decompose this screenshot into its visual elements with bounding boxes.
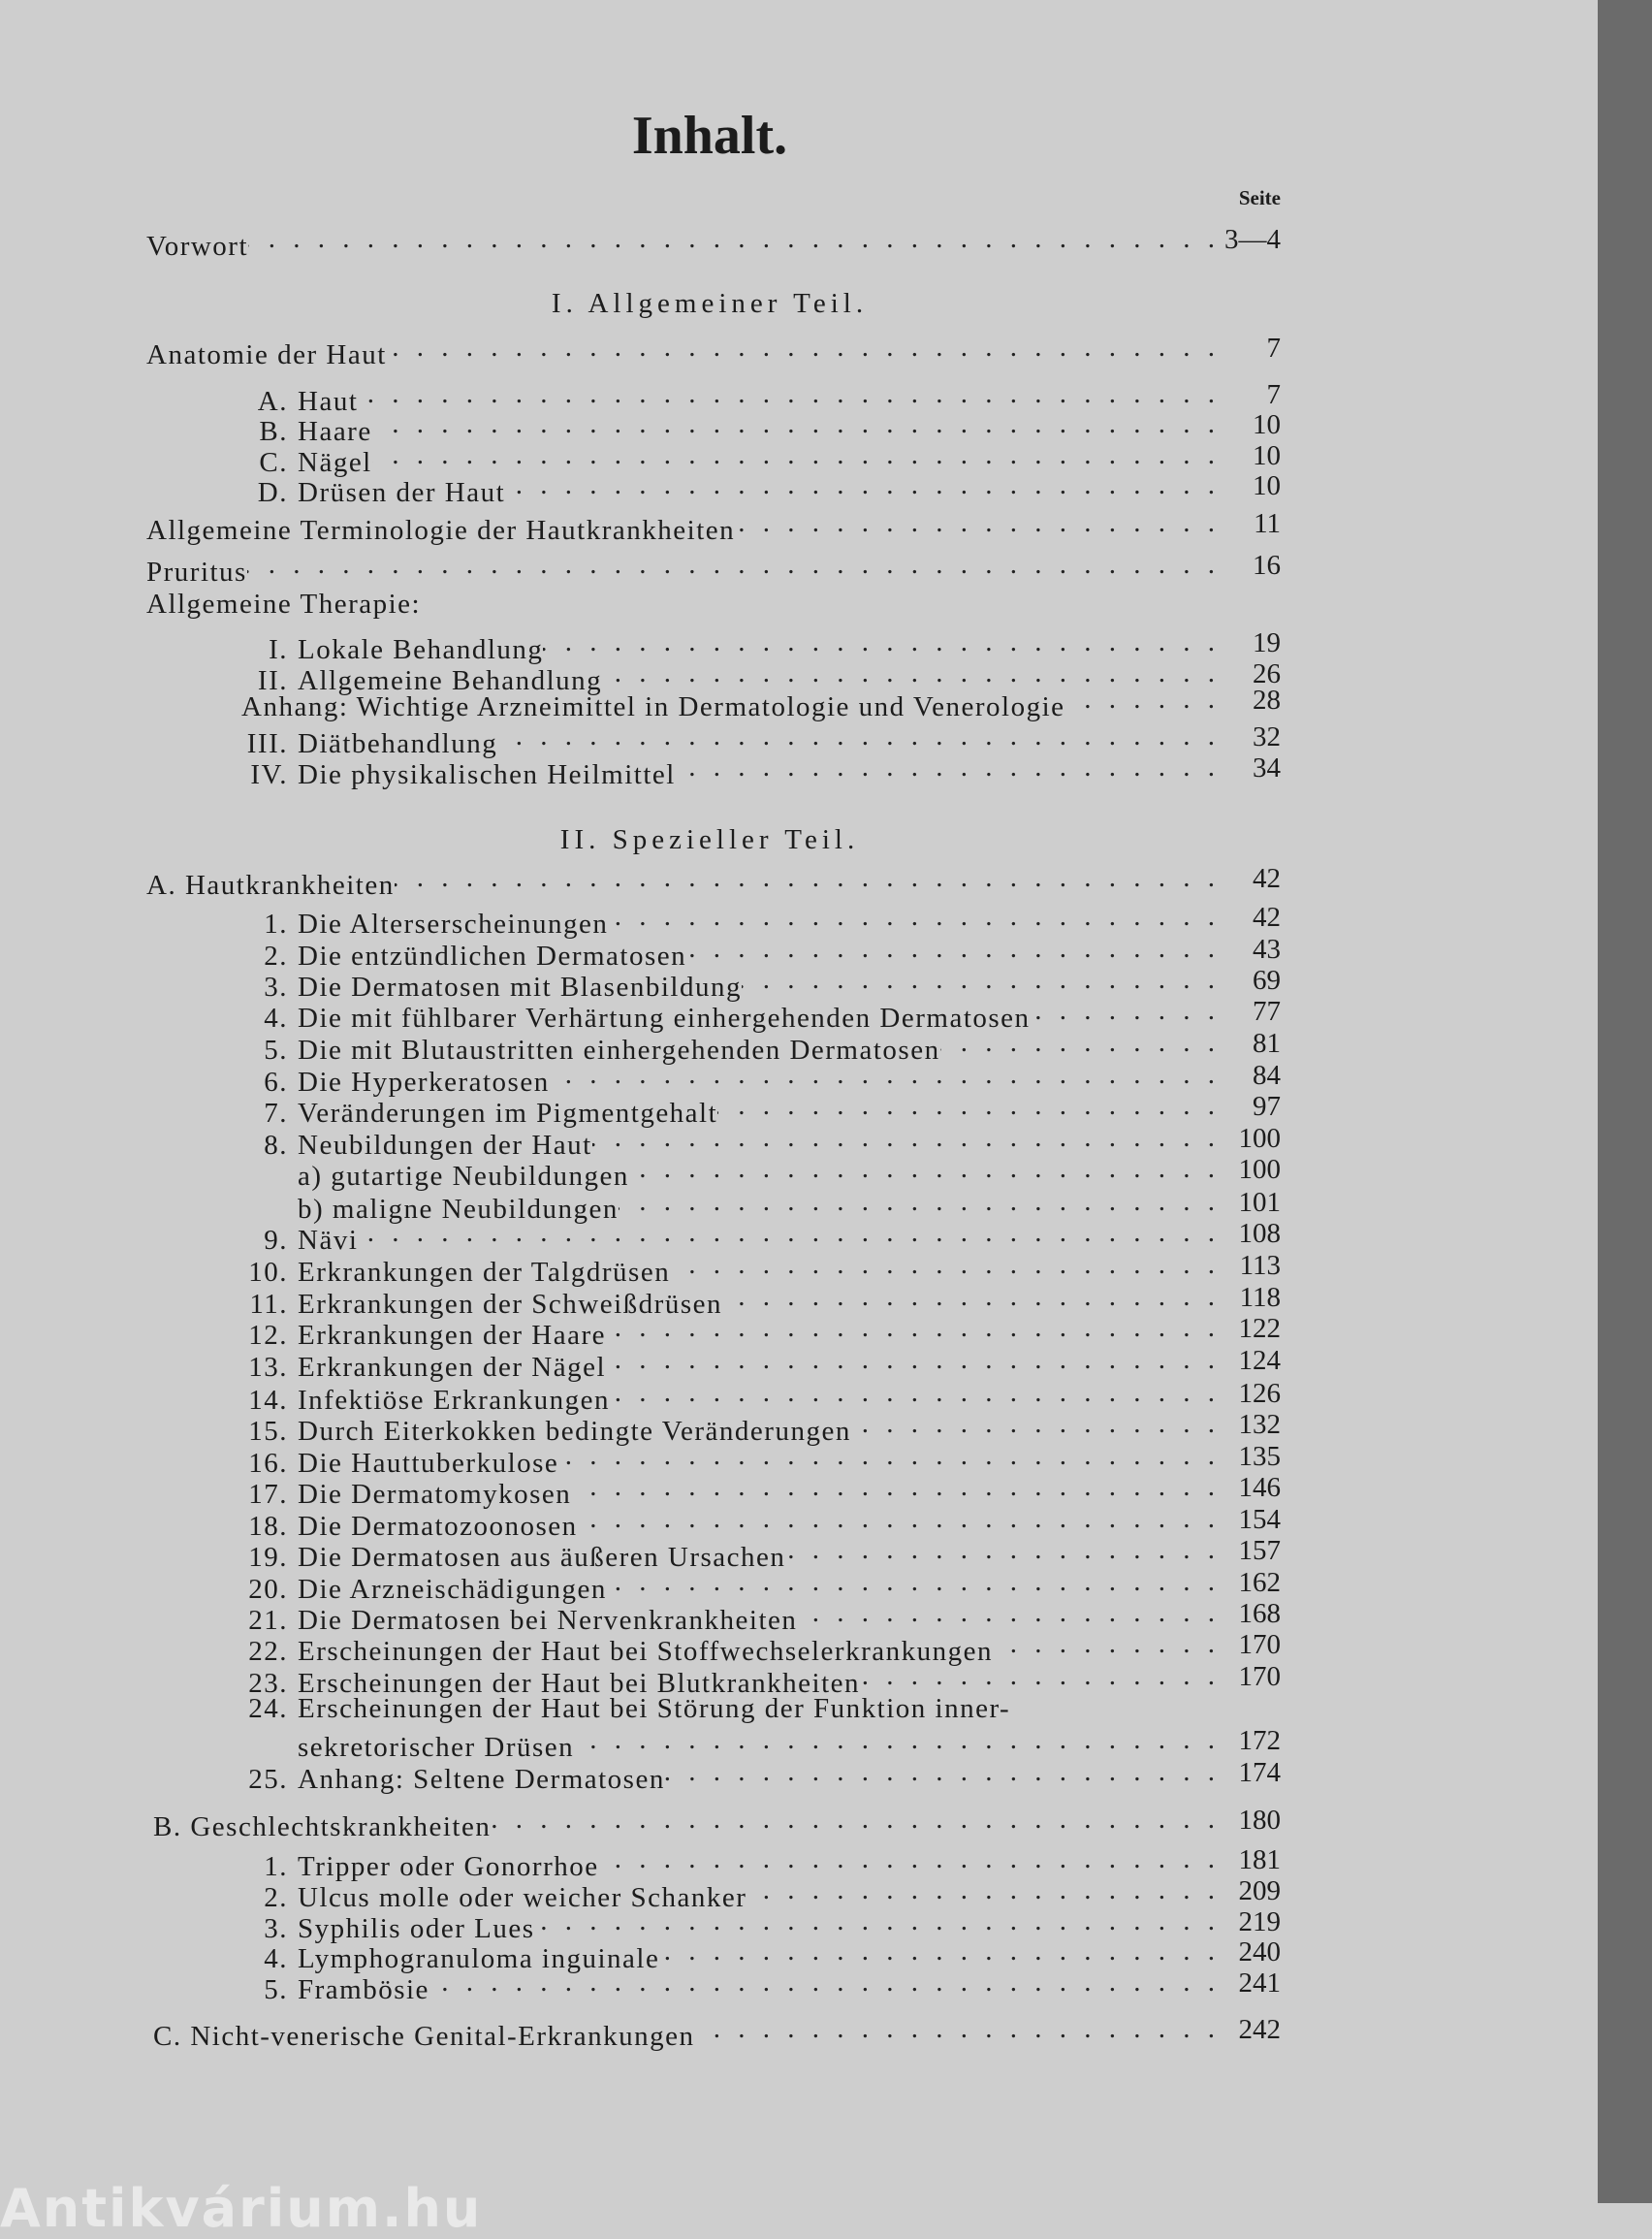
page-column-header: Seite [1238,186,1281,209]
entry-page-number: 100 [1238,1123,1281,1155]
entry-label: sekretorischer Drüsen [298,1731,575,1763]
entry-number: 5. [264,1034,288,1066]
entry-page-number: 43 [1253,933,1281,965]
leader-dots [851,1408,1223,1440]
entry-number: 13. [248,1352,288,1384]
leader-dots [785,1534,1223,1566]
entry-page-number: 170 [1238,1629,1281,1661]
leader-dots [619,1186,1223,1218]
entry-number: 4. [264,1943,288,1975]
toc-entry [153,2013,1281,2053]
entry-page-number: 242 [1238,2014,1281,2046]
toc-entry [241,684,1281,723]
entry-page-number: 7 [1266,378,1281,410]
entry-number: 1. [264,908,288,940]
entry-number: C. [259,447,288,479]
entry-label: Tripper oder Gonorrhoe [298,1850,599,1882]
entry-number: 20. [248,1574,288,1606]
toc-entry [146,469,1281,509]
entry-number: 22. [248,1636,288,1668]
leader-dots [599,1843,1223,1875]
leader-dots [659,1935,1223,1967]
entry-page-number: 10 [1253,409,1281,441]
entry-label: Erkrankungen der Schweißdrüsen [298,1289,722,1321]
entry-number: II. [257,664,288,696]
entry-label: a) gutartige Neubildungen [298,1161,629,1193]
entry-page-number: 172 [1238,1724,1281,1756]
entry-page-number: 77 [1253,995,1281,1027]
entry-label: Allgemeine Behandlung [298,664,603,696]
entry-page-number: 28 [1253,685,1281,717]
entry-label: Die physikalischen Heilmittel [298,758,676,790]
entry-number: 7. [264,1098,288,1130]
toc-entry [146,332,1281,371]
entry-page-number: 7 [1266,332,1281,364]
toc-entry [146,223,1281,263]
entry-page-number: 122 [1238,1313,1281,1345]
toc-entry [146,1693,1010,1725]
section-heading-general: I. Allgemeiner Teil. [551,288,869,319]
entry-label: Erscheinungen der Haut bei Blutkrankheiten [298,1668,861,1700]
leader-dots [395,862,1223,894]
entry-page-number: 181 [1238,1843,1281,1875]
entry-label: Lokale Behandlung [298,633,544,665]
entry-number: 1. [264,1850,288,1882]
entry-number: 2. [264,940,288,972]
leader-dots [717,1090,1223,1122]
entry-label: Neubildungen der Haut [298,1130,592,1162]
entry-label: Die mit fühlbarer Verhärtung einhergehenden Dermatosen [298,1002,1031,1034]
toc-entry [146,549,1281,589]
entry-label: Vorwort [146,231,249,263]
entry-page-number: 241 [1238,1967,1281,1999]
entry-label: Die Dermatozoonosen [298,1511,578,1543]
leader-dots [860,1660,1223,1692]
entry-page-number: 154 [1238,1504,1281,1536]
entry-number: 11. [249,1289,288,1321]
entry-page-number: 209 [1238,1874,1281,1906]
entry-number: 15. [248,1415,288,1447]
toc-entry [146,1756,1281,1796]
leader-dots [735,507,1223,539]
entry-label: Pruritus [146,557,247,589]
entry-label: Die mit Blutaustritten einhergehenden Dermatosen [298,1034,940,1066]
leader-dots [993,1628,1223,1660]
entry-page-number: 34 [1253,752,1281,784]
entry-page-number: 126 [1238,1377,1281,1409]
entry-label: Erscheinungen der Haut bei Stoffwechselerkrankungen [298,1636,993,1668]
toc-entry [146,589,421,621]
leader-dots [429,1967,1223,1999]
entry-label: Anatomie der Haut [146,338,387,370]
entry-page-number: 84 [1253,1060,1281,1092]
entry-page-number: 81 [1253,1027,1281,1059]
entry-page-number: 3—4 [1224,224,1281,256]
entry-number: 16. [248,1447,288,1479]
entry-label: Diätbehandlung [298,728,498,760]
entry-label: Erkrankungen der Haare [298,1320,607,1352]
entry-label: Nägel [298,447,372,479]
entry-label: Erkrankungen der Nägel [298,1352,607,1384]
entry-page-number: 108 [1238,1217,1281,1249]
entry-number: IV. [250,758,288,790]
leader-dots [676,752,1223,784]
entry-number: 14. [248,1384,288,1416]
leader-dots [535,1905,1223,1937]
toc-entry [153,1804,1281,1843]
leader-dots [607,1566,1223,1598]
leader-dots [543,626,1223,658]
entry-label: b) maligne Neubildungen [298,1193,619,1225]
leader-dots [629,1153,1223,1185]
entry-page-number: 10 [1253,469,1281,501]
entry-label: C. Nicht-venerische Genital-Erkrankungen [153,2021,695,2053]
leader-dots [497,720,1223,752]
entry-page-number: 174 [1238,1756,1281,1788]
entry-page-number: 132 [1238,1408,1281,1440]
entry-number: I. [269,633,288,665]
entry-page-number: 168 [1238,1598,1281,1630]
leader-dots [592,1122,1223,1154]
entry-label: Lymphogranuloma inguinale [298,1943,660,1975]
leader-dots [491,1804,1223,1836]
leader-dots [694,2013,1223,2045]
entry-number: B. [259,416,288,448]
entry-label: Anhang: Seltene Dermatosen [298,1763,665,1795]
toc-entry [146,1967,1281,2006]
entry-label: Erscheinungen der Haut bei Störung der Funktion inner- [298,1692,1011,1724]
entry-page-number: 135 [1238,1440,1281,1472]
leader-dots [372,439,1223,471]
entry-number: 8. [264,1130,288,1162]
entry-label: Infektiöse Erkrankungen [298,1384,610,1416]
entry-number: 17. [248,1478,288,1510]
entry-page-number: 240 [1238,1936,1281,1968]
leader-dots [578,1503,1223,1535]
entry-page-number: 42 [1253,901,1281,933]
leader-dots [1031,995,1223,1027]
entry-page-number: 113 [1239,1249,1281,1281]
toc-entry [146,752,1281,791]
entry-number: 5. [264,1974,288,2006]
entry-page-number: 180 [1238,1805,1281,1837]
leader-dots [358,1217,1223,1249]
entry-label: Allgemeine Therapie: [146,588,422,620]
entry-label: Erkrankungen der Talgdrüsen [298,1256,671,1288]
entry-label: Haare [298,416,372,448]
entry-label: B. Geschlechtskrankheiten [153,1811,492,1843]
entry-number: 2. [264,1881,288,1913]
entry-label: Durch Eiterkokken bedingte Veränderungen [298,1415,851,1447]
entry-number: 19. [248,1542,288,1574]
entry-label: Die Dermatosen bei Nervenkrankheiten [298,1605,798,1637]
leader-dots [742,964,1223,996]
entry-number: 9. [264,1224,288,1256]
leader-dots [387,332,1223,364]
leader-dots [610,1377,1223,1409]
book-gutter-shadow [1598,0,1652,2203]
entry-label: Die Alterserscheinungen [298,908,609,940]
entry-label: Drüsen der Haut [298,476,506,508]
entry-label: Syphilis oder Lues [298,1912,535,1944]
entry-label: Allgemeine Terminologie der Hautkrankheiten [146,514,736,546]
leader-dots [248,223,1223,255]
entry-label: Die entzündlichen Dermatosen [298,940,687,972]
leader-dots [372,408,1223,440]
leader-dots [670,1249,1223,1281]
leader-dots [571,1471,1223,1503]
leader-dots [665,1756,1223,1788]
leader-dots [608,901,1223,933]
leader-dots [747,1874,1223,1906]
entry-label: Die Hyperkeratosen [298,1067,550,1099]
leader-dots [1065,684,1223,716]
leader-dots [550,1059,1223,1091]
entry-page-number: 157 [1238,1535,1281,1567]
entry-label: Anhang: Wichtige Arzneimittel in Dermatologie und Venerologie [241,691,1065,723]
entry-number: 3. [264,971,288,1003]
entry-label: Haut [298,385,359,417]
entry-page-number: 146 [1238,1471,1281,1503]
entry-number: III. [246,728,288,760]
entry-page-number: 10 [1253,440,1281,472]
entry-page-number: 26 [1253,657,1281,689]
entry-page-number: 124 [1238,1345,1281,1377]
entry-label: Veränderungen im Pigmentgehalt [298,1098,718,1130]
entry-label: Die Dermatomykosen [298,1478,572,1510]
entry-number: 4. [264,1002,288,1034]
entry-page-number: 69 [1253,964,1281,996]
entry-page-number: 42 [1253,863,1281,895]
leader-dots [606,1344,1223,1376]
entry-number: 24. [248,1692,288,1724]
entry-page-number: 101 [1238,1186,1281,1218]
toc-entry [146,507,1281,547]
leader-dots [247,549,1223,581]
entry-label: Nävi [298,1224,359,1256]
leader-dots [574,1724,1223,1756]
entry-page-number: 16 [1253,550,1281,582]
entry-label: Ulcus molle oder weicher Schanker [298,1881,747,1913]
entry-label: Die Dermatosen aus äußeren Ursachen [298,1542,786,1574]
entry-page-number: 32 [1253,721,1281,753]
leader-dots [686,933,1223,965]
section-heading-special: II. Spezieller Teil. [559,824,860,855]
toc-entry [146,862,1281,902]
entry-number: 6. [264,1067,288,1099]
page-title: Inhalt. [631,106,788,166]
entry-number: 12. [248,1320,288,1352]
leader-dots [358,378,1223,410]
entry-number: 21. [248,1605,288,1637]
entry-number: 23. [248,1668,288,1700]
leader-dots [940,1027,1223,1059]
entry-label: A. Hautkrankheiten [146,870,395,902]
entry-page-number: 100 [1238,1154,1281,1186]
leader-dots [558,1440,1223,1472]
entry-label: Die Hauttuberkulose [298,1447,559,1479]
entry-number: 3. [264,1912,288,1944]
entry-page-number: 219 [1238,1905,1281,1937]
entry-number: 10. [248,1256,288,1288]
entry-page-number: 170 [1238,1661,1281,1693]
watermark: Antikvárium.hu [0,2178,483,2239]
entry-number: D. [257,476,288,508]
entry-page-number: 162 [1238,1567,1281,1599]
entry-label: Die Dermatosen mit Blasenbildung [298,971,742,1003]
entry-label: Frambösie [298,1974,429,2006]
entry-page-number: 19 [1253,626,1281,658]
leader-dots [505,469,1223,501]
entry-number: A. [257,385,288,417]
entry-number: 18. [248,1511,288,1543]
leader-dots [797,1597,1223,1629]
leader-dots [606,1312,1223,1344]
entry-page-number: 97 [1253,1091,1281,1123]
leader-dots [722,1281,1223,1313]
entry-label: Die Arzneischädigungen [298,1574,607,1606]
entry-page-number: 11 [1254,507,1281,539]
entry-page-number: 118 [1239,1282,1281,1314]
entry-number: 25. [248,1763,288,1795]
